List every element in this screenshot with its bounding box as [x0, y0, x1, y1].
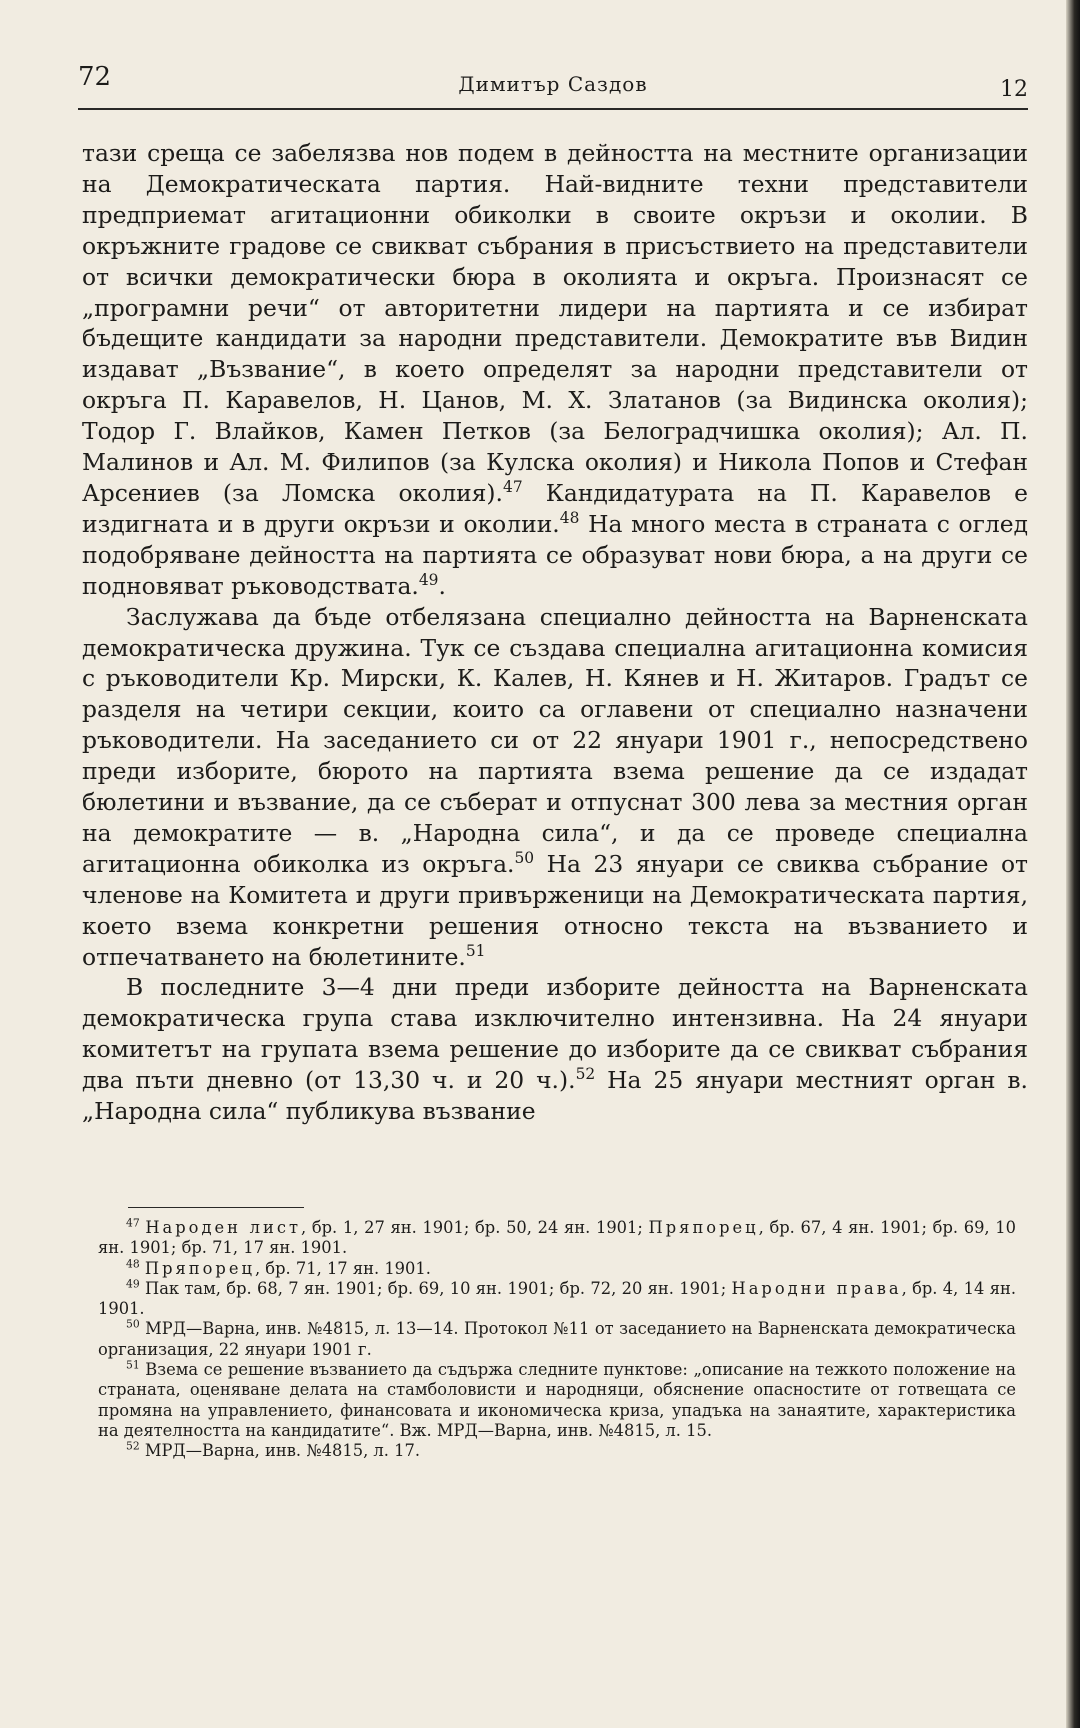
- footnote-ref: 51: [465, 941, 486, 960]
- footnotes: [98, 1218, 1016, 1462]
- paragraph: [82, 602, 1028, 973]
- source-title: Народни права: [731, 1278, 902, 1298]
- text-run: , бр. 1, 27 ян. 1901; бр. 50, 24 ян. 1901;: [300, 1218, 649, 1237]
- footnote-ref: 52: [126, 1439, 140, 1453]
- footnote-ref: 47: [126, 1216, 140, 1230]
- footnote: [98, 1360, 1016, 1441]
- text-run: На 25 януари местният орган в. „Народна сила“ публикува възвание: [82, 1066, 1028, 1126]
- text-run: , бр. 67, 4 ян. 1901; бр. 69, 10 ян. 1901; бр. 71, 17 ян. 1901.: [98, 1218, 1016, 1258]
- footnote: [98, 1259, 1016, 1279]
- footnote-ref: 52: [575, 1065, 596, 1084]
- source-title: Пряпорец: [648, 1218, 759, 1237]
- text-run: Пак там, бр. 68, 7 ян. 1901; бр. 69, 10 ян. 1901; бр. 72, 20 ян. 1901;: [139, 1278, 732, 1298]
- text-run: , бр. 71, 17 ян. 1901.: [254, 1258, 431, 1278]
- footnote-ref: 50: [514, 849, 535, 868]
- paragraph: [82, 972, 1028, 1127]
- marginal-number: 12: [1000, 77, 1028, 102]
- footnote: [98, 1319, 1016, 1360]
- footnote-ref: 50: [126, 1318, 140, 1332]
- text-run: , бр. 4, 14 ян. 1901.: [98, 1278, 1017, 1319]
- text-run: Взема се решение възванието да съдържа следните пунктове: „описание на тежкото положение на страната, оценяване делата на стамболовисти и народняци, обяснение опасностите от готвещата се промяна на управлението, финансовата и икономическа криза, упадъка на занаятите, характеристика на деятелността на кандидатите“. Вж. МРД—Варна, инв. №4815, л. 15.: [98, 1360, 1016, 1440]
- page-number: 72: [78, 62, 112, 92]
- footnote-ref: 48: [126, 1257, 140, 1271]
- footnote-ref: 51: [126, 1358, 140, 1372]
- paragraph: [82, 138, 1028, 602]
- footnote-ref: 47: [503, 478, 523, 497]
- footnote-ref: 48: [559, 509, 580, 528]
- page-edge-shadow: [1066, 0, 1080, 1728]
- text-run: На 23 януари се свиква събрание от членове на Комитета и други привърженици на Демократическата партия, което взема конкретни решения относно текста на възванието и отпечатването на бюлетините.: [82, 849, 1028, 971]
- footnote: [98, 1218, 1016, 1259]
- text-run: тази среща се забелязва нов подем в дейността на местните организации на Демократическата партия. Най-видните техни представители предприемат агитационни обиколки в своите окръзи и околии. В окръжните градове се свикват събрания в присъствието на представители от всички демократически бюра в околията и окръга. Произнасят се „програмни речи“ от авторитетни лидери на партията и се избират бъдещите кандидати за народни представители. Демократите във Видин издават „Възвание“, в което определят за народни представители от окръга П. Каравелов, Н. Цанов, М. Х. Златанов (за Видинска околия); Тодор Г. Влайков, Камен Петков (за Белоградчишка околия); Ал. П. Малинов и Ал. М. Филипов (за Кулска околия) и Никола Попов и Стефан Арсениев (за Ломска околия).: [82, 139, 1028, 507]
- text-run: Заслужава да бъде отбелязана специално дейността на Варненската демократическа дружина. Тук се създава специална агитационна комисия с ръководители Кр. Мирски, К. Калев, Н. Кянев и Н. Житаров. Градът се разделя на четири секции, които са оглавени от специално назначени ръководители. На заседанието си от 22 януари 1901 г., непосредствено преди изборите, бюрото на партията взема решение да се издадат бюлетини и възвание, да се съберат и отпуснат 300 лева за местния орган на демократите — в. „Народна сила“, и да се проведе специална агитационна обиколка из окръга.: [82, 602, 1028, 878]
- body-text: [82, 138, 1028, 1127]
- footnote-ref: 49: [418, 570, 439, 589]
- text-run: МРД—Варна, инв. №4815, л. 17.: [139, 1441, 421, 1461]
- text-run: На много места в страната с оглед подобряване дейността на партията се образуват нови бюра, а на други се подновяват ръководствата.: [82, 509, 1028, 600]
- footnote-ref: 49: [126, 1277, 140, 1291]
- text-run: Кандидатурата на П. Каравелов е издигната и в други окръзи и околии.: [82, 478, 1028, 538]
- text-run: .: [438, 571, 446, 600]
- source-title: Народен лист: [145, 1218, 301, 1237]
- source-title: Пряпорец: [144, 1258, 255, 1278]
- footnote: [98, 1441, 1016, 1461]
- text-run: В последните 3—4 дни преди изборите дейността на Варненската демократическа група става изключително интензивна. На 24 януари комитетът на групата взема решение до изборите да се свикват събрания два пъти дневно (от 13,30 ч. и 20 ч.).: [82, 973, 1028, 1095]
- footnote: [98, 1279, 1016, 1320]
- text-run: МРД—Варна, инв. №4815, л. 13—14. Протокол №11 от заседанието на Варненската демократическа организация, 22 януари 1901 г.: [98, 1319, 1016, 1359]
- running-head: Димитър Саздов: [458, 72, 648, 96]
- footnote-divider: [128, 1207, 304, 1208]
- page-header: [78, 62, 1028, 110]
